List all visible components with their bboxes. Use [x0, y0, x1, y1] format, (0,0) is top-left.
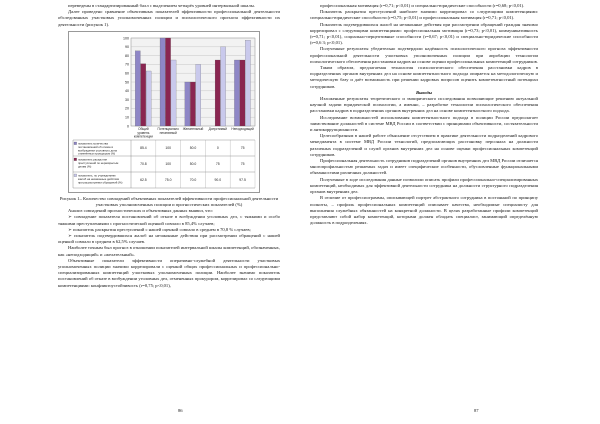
paragraph-objective: Объективные показатели эффективности оперативно-служебной деятельности участковых уполномоченных полиции значимо коррелировали с оценкой общих профессиональных и профессионально-специализированных компетенций участковых уполномоченных полиции. Наиболее значимо показатель постановлений об отказе в возбуждении уголовных дел, отмененных прокурором, коррелировал со следующими компетенциями: конфликтоустойчивость (r=0,75; p<0,01),	[58, 257, 280, 288]
x-category-label: компетенции	[133, 134, 153, 139]
legend-label: преступлений по нераскрытым	[78, 160, 119, 165]
paragraph-conclusion-5: Полученные в ходе исследования данные позволили описать профили профессионально-специализированных компетенций, необходимых для эффективной деятельности сотрудника на должности структурного подразделения органов внутренних дел.	[310, 176, 538, 195]
paragraph-intro: переведены в стандартизированный балл с выделением четырёх уровней интервальной шкалы.	[68, 3, 255, 8]
legend-label: показатель количества	[78, 141, 108, 146]
legend-swatch	[74, 158, 77, 161]
paragraph-conclusion-6: В отличие от профессиограммы, описывающей портрет абстрактного сотрудника в постоянной по принципу полноты, – профиль профессиональных компетенций описывает качества, необходимые специалисту для выполнения служебных обязанностей на конкретной должности. В целях разработанные профили компетенций представляют собой набор компетенций, которыми должен обладать специалист, занимающий определённую должность в подразделениях.	[310, 195, 538, 226]
table-value-label: 85.4	[140, 146, 147, 151]
bullet-marker: ➢	[68, 226, 73, 232]
bar	[185, 82, 190, 126]
legend-swatch	[74, 174, 77, 177]
legend-label: постановлений об отказе в	[78, 144, 114, 149]
y-tick-label: 90	[125, 44, 129, 49]
y-tick-label: 60	[125, 71, 129, 76]
x-category-label: Допустимый	[208, 126, 227, 131]
table-value-label: 75	[215, 162, 220, 167]
table-value-label: 97.5	[239, 178, 246, 183]
bar	[141, 64, 146, 126]
x-category-label: негативный	[159, 130, 177, 135]
paragraph-continued: профессиональная мотивация (r=0,71; p<0,01) и специально-юридические способности (r=0,68; p<0,01).	[320, 3, 525, 8]
figure-caption: Рисунок 1– Количество совпадений объективных показателей эффективности профессиональной деятельности участковых уполномоченных полиции и прогностических показателей (%)	[59, 195, 279, 208]
x-category-label: Потенциально	[157, 126, 179, 131]
x-category-label: Общий	[138, 126, 149, 131]
paragraph-best: Наиболее точным был прогноз в отношении показателей интервальной шкалы компетенций, обозначенных, как «неподходящий» и «желательный».	[58, 245, 280, 257]
paragraph-conclusion-2: Исследование возможностей использования компетентностного подхода в полиции России предполагает заимствование должностей в системе МВД России в соответствии с принципами объективности, состязательности и антикоррупционности.	[310, 114, 538, 133]
y-tick-label: 40	[125, 88, 129, 93]
table-value-label: 0	[216, 146, 219, 151]
bar-chart	[68, 31, 260, 193]
bar	[135, 51, 140, 126]
table-value-label: 90.0	[214, 178, 222, 183]
paragraph-disclosure: Показатель раскрытия преступлений наиболее значимо коррелировал со следующими компетенциями: специально-юридические способности (r=0,75; p<0,01) и профессиональная мотивация (r=0,71; p<0,01).	[310, 9, 538, 21]
legend-label: жалоб на незаконные действия	[78, 176, 120, 181]
bar	[171, 60, 176, 126]
y-tick-label: 100	[123, 36, 129, 41]
page-number-left: 86	[178, 408, 183, 413]
y-tick-label: 20	[125, 106, 129, 111]
legend-label: возбуждении уголовного дела	[78, 148, 117, 153]
paragraph-complaints: Показатель подтвердившихся жалоб на незаконные действия при рассмотрении обращений граждан значимо коррелировал с следующими компетенциями: профессиональная мотивация (r=0,73; p<0,01), коммуникативность (r=0,71; p<0,01), социально-перцептивные способности (r=0,67; p<0,01) и специально-юридические способности (r=0,6 3; p<0,01).	[310, 21, 538, 46]
right-text-column	[310, 3, 538, 226]
bullet-text-2: показатель раскрытия преступлений с нашей оценкой совпало в среднем в 70,8 % случаев;	[73, 226, 251, 232]
conclusions-heading: Выводы	[416, 89, 432, 95]
bar	[190, 82, 195, 126]
bar	[165, 38, 170, 126]
bullet-marker: ➢	[68, 233, 75, 239]
bar	[160, 38, 165, 126]
right-page	[300, 0, 600, 424]
legend-label: при рассмотрении обращений (%)	[78, 180, 123, 185]
y-tick-label: 10	[125, 115, 129, 120]
bar	[234, 60, 239, 126]
table-value-label: 75.0	[164, 178, 172, 183]
bullet-text-1: совпадение показателя постановлений об отказе в возбуждении уголовных дел, с тяжкими и особо тяжкими преступлениями с прогностической оценкой совпало в 85,4% случаев;	[58, 214, 280, 226]
legend-label: показатель раскрытия	[78, 157, 107, 162]
bar	[215, 60, 220, 126]
table-value-label: 75	[240, 146, 245, 151]
table-value-label: 62.5	[140, 178, 147, 183]
paragraph-analysis: Анализ совпадений прогностических и объективных данных выявил, что:	[68, 208, 213, 214]
legend-label: показатель, по учреждениям	[78, 173, 116, 178]
y-tick-label: 70	[125, 62, 129, 67]
bullet-item-3	[58, 233, 280, 245]
left-text-column	[58, 3, 280, 289]
table-value-label: 70.0	[189, 178, 197, 183]
paragraph-conclusion-1: Изложенные результаты теоретического и эмпирического исследования позволяющие решению актуальной научной задачи юридической психологии, а именно, – разработке технологии психологического обеспечения расстановки кадров в подразделениях органов внутренних дел на основе компетентностного подхода.	[310, 96, 538, 114]
bar	[240, 60, 245, 126]
legend-swatch	[74, 142, 77, 145]
table-value-label: 50.0	[189, 162, 197, 167]
y-tick-label: 30	[125, 97, 129, 102]
paragraph-conclusion-4: Профессиональная деятельность сотрудников подразделений органов внутренних дел МВД России отличается многопрофильностью решаемых задач и имеет специфические особенности, обусловленные функциональными обязанностями различных должностей.	[310, 158, 538, 176]
bar-chart-svg	[69, 32, 259, 192]
bar	[146, 71, 151, 126]
paragraph-conclusion-3: Целесообразным в нашей работе объяснение отсутствием в практике деятельности подразделений кадрового менеджмента в системе МВД России технологий, предполагающих расстановку персонала на должности различных подразделений и служб органов внутренних дел на основе оценки профессиональных компетенций сотрудников.	[310, 133, 538, 157]
bar	[221, 47, 226, 126]
paragraph-results: Полученные результаты убедительно подтвердили надёжность психологического прогноза эффективности профессиональной деятельности участковых уполномоченных полиции при апробации технологии психологического обеспечения расстановки кадров на основе оценки профессиональных компетенций сотрудников.	[310, 46, 538, 64]
bar	[196, 64, 201, 126]
table-value-label: 50.0	[189, 146, 197, 151]
bar	[245, 40, 250, 126]
table-value-label: 75	[240, 162, 245, 167]
table-value-label: 100	[165, 146, 172, 151]
legend-label: делам (%)	[78, 164, 92, 169]
x-category-label: уровень	[137, 130, 150, 135]
page-number-right: 87	[474, 408, 479, 413]
y-tick-label: 0	[127, 124, 129, 129]
paragraph-compare: Далее проведено сравнение объективных показателей эффективности профессиональной деятельности обследованных участковых уполномоченных полиции и психологического прогноза эффективности их деятельности (рисунок 1).	[58, 9, 280, 27]
table-value-label: 100	[165, 162, 172, 167]
bullet-marker: ➢	[68, 214, 75, 220]
table-value-label: 70.8	[140, 162, 147, 167]
paragraph-technology: Таким образом, предлагаемая технология психологического обеспечения расстановки кадров в подразделениях органов внутренних дел на основе компетентностного подхода опирается на методологическую и методическую базу и даёт возможность при решении кадровых вопросов оценить компетентностный потенциал сотрудников.	[310, 65, 538, 89]
x-category-label: Желательный	[182, 126, 204, 131]
x-category-label: Неподходящий	[231, 126, 254, 131]
bullet-item-1	[58, 214, 280, 226]
y-tick-label: 80	[125, 53, 129, 58]
y-tick-label: 50	[125, 80, 129, 85]
legend-label: отменённых прокурором (%)	[78, 151, 116, 156]
bullet-text-3: показатель подтвердившихся жалоб на незаконные действия при рассмотрении обращений с нашей оценкой совпало в среднем в 62,5% случаев.	[58, 233, 280, 245]
